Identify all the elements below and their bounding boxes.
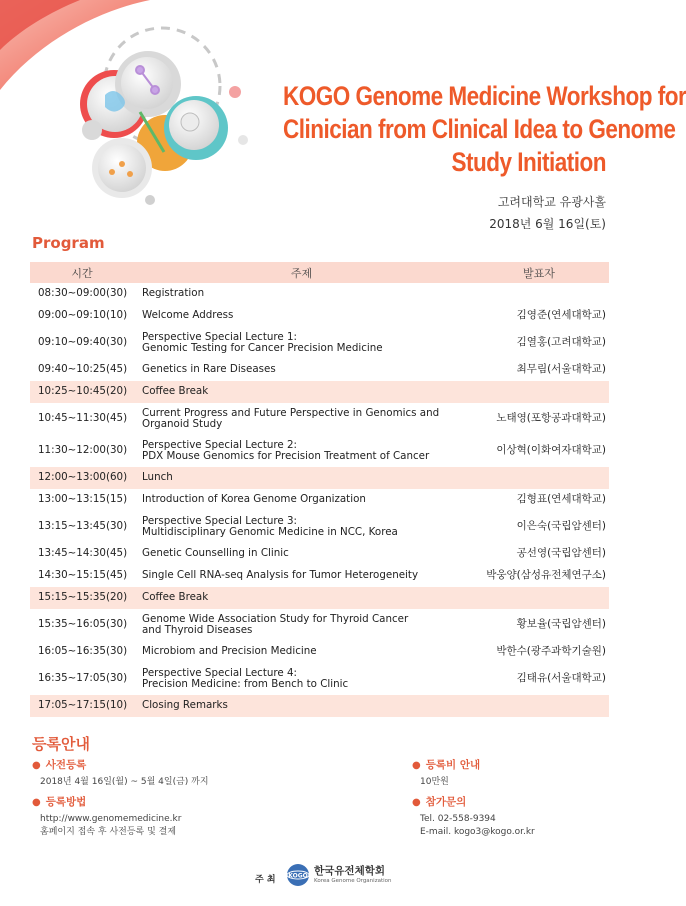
bullet-icon: ●: [32, 797, 41, 808]
title-block: [226, 80, 686, 234]
session-speaker: 김영준(연세대학교): [516, 309, 606, 322]
session-topic: [142, 440, 484, 463]
host-label: 주 최: [255, 875, 276, 885]
session-speaker: 황보율(국립암센터): [516, 618, 606, 631]
session-topic-line: PDX Mouse Genomics for Precision Treatment of Cancer: [142, 450, 430, 462]
program-heading: Program: [32, 234, 105, 252]
session-topic: [142, 364, 484, 376]
workshop-title-line-3: Study Initiation: [451, 147, 606, 177]
session-topic: [142, 614, 484, 637]
fee-title: 등록비 안내: [425, 759, 481, 771]
pre-registration-period: 2018년 4월 16일(월) ~ 5월 4일(금) 까지: [40, 777, 209, 787]
session-topic-line: Introduction of Korea Genome Organization: [142, 493, 366, 506]
schedule-row: [30, 641, 609, 663]
session-topic-line: Genomic Testing for Cancer Precision Medicine: [142, 342, 383, 354]
session-topic: [142, 408, 484, 431]
schedule-row: [30, 467, 609, 489]
session-topic: [142, 332, 484, 355]
session-time: 17:05~17:15(10): [38, 699, 128, 712]
registration-method-info: [32, 796, 181, 839]
schedule-header-row: [30, 262, 609, 283]
column-header-topic: 주제: [290, 266, 313, 280]
session-time: 09:10~09:40(30): [38, 336, 128, 349]
schedule-row: [30, 327, 609, 359]
session-time: 10:25~10:45(20): [38, 385, 128, 398]
session-time: 14:30~15:15(45): [38, 569, 128, 582]
schedule-row: [30, 695, 609, 717]
session-speaker: 박한수(광주과학기술원): [496, 645, 606, 658]
workshop-title-line-2: Clinician from Clinical Idea to Genome: [283, 114, 676, 144]
session-topic-line: Closing Remarks: [142, 699, 228, 712]
session-topic: [142, 386, 484, 398]
session-time: 15:15~15:35(20): [38, 591, 128, 604]
column-header-speaker: 발표자: [523, 266, 555, 280]
pre-registration-info: [32, 759, 209, 789]
session-time: 09:40~10:25(45): [38, 363, 128, 376]
session-topic: [142, 668, 484, 691]
schedule-row: [30, 381, 609, 403]
bullet-icon: ●: [32, 760, 41, 771]
session-time: 08:30~09:00(30): [38, 287, 128, 300]
session-time: 15:35~16:05(30): [38, 618, 128, 631]
registration-method-title: 등록방법: [45, 796, 87, 808]
schedule-row: [30, 609, 609, 641]
workshop-title-line-1: KOGO Genome Medicine Workshop for: [283, 81, 686, 111]
pre-registration-title: 사전등록: [45, 759, 87, 771]
session-topic: [142, 548, 484, 560]
session-topic: [142, 310, 484, 322]
session-topic: [142, 516, 484, 539]
session-topic-line: Coffee Break: [142, 591, 209, 604]
schedule-table: [30, 262, 609, 717]
schedule-row: [30, 435, 609, 467]
bullet-icon: ●: [412, 760, 421, 771]
session-topic-line: Perspective Special Lecture 4:: [142, 666, 298, 679]
schedule-row: [30, 359, 609, 381]
registration-method-text: 홈페이지 접속 후 사전등록 및 결제: [40, 827, 177, 837]
session-topic-line: Perspective Special Lecture 3:: [142, 514, 298, 527]
session-speaker: 김열홍(고려대학교): [516, 336, 606, 349]
registration-heading: 등록안내: [32, 735, 90, 753]
session-speaker: 김형표(연세대학교): [516, 493, 606, 506]
session-topic-line: Genetic Counselling in Clinic: [142, 547, 289, 560]
contact-info: [412, 796, 535, 839]
schedule-row: [30, 489, 609, 511]
schedule-row: [30, 543, 609, 565]
session-time: 12:00~13:00(60): [38, 471, 128, 484]
session-topic: [142, 700, 484, 712]
session-speaker: 이은숙(국립암센터): [516, 520, 606, 533]
session-topic-line: Welcome Address: [142, 309, 234, 322]
contact-email[interactable]: E-mail. kogo3@kogo.or.kr: [420, 827, 535, 837]
session-time: 13:15~13:45(30): [38, 520, 128, 533]
session-speaker: 김태유(서울대학교): [516, 672, 606, 685]
schedule-row: [30, 283, 609, 305]
session-time: 16:05~16:35(30): [38, 645, 128, 658]
logo-text: KOGO: [288, 872, 308, 880]
registration-url[interactable]: http://www.genomemedicine.kr: [40, 814, 182, 824]
session-speaker: 최무림(서울대학교): [516, 363, 606, 376]
session-topic-line: Single Cell RNA-seq Analysis for Tumor Heterogeneity: [142, 569, 419, 582]
organizer-name-en: Korea Genome Organization: [314, 878, 392, 884]
schedule-rows: [30, 283, 609, 717]
schedule-row: [30, 305, 609, 327]
session-topic: [142, 570, 484, 582]
session-time: 09:00~09:10(10): [38, 309, 128, 322]
schedule-row: [30, 511, 609, 543]
session-time: 10:45~11:30(45): [38, 412, 128, 425]
session-topic-line: Multidisciplinary Genomic Medicine in NCC, Korea: [142, 526, 398, 538]
session-topic: [142, 288, 484, 300]
session-topic-line: Genetics in Rare Diseases: [142, 363, 276, 376]
organizer-name-ko: 한국유전체학회: [314, 865, 386, 877]
session-topic-line: Coffee Break: [142, 385, 209, 398]
organizer-logo: [286, 863, 392, 887]
bullet-icon: ●: [412, 797, 421, 808]
session-time: 13:00~13:15(15): [38, 493, 128, 506]
session-speaker: 공선영(국립암센터): [516, 547, 606, 560]
session-topic: [142, 494, 484, 506]
session-time: 11:30~12:00(30): [38, 444, 128, 457]
session-topic-line: Lunch: [142, 471, 173, 484]
session-topic-line: Current Progress and Future Perspective in Genomics and: [142, 406, 440, 419]
schedule-row: [30, 587, 609, 609]
session-time: 16:35~17:05(30): [38, 672, 128, 685]
session-topic-line: Microbiom and Precision Medicine: [142, 645, 317, 658]
venue: 고려대학교 유광사홀: [497, 195, 606, 209]
session-topic-line: Genome Wide Association Study for Thyroid Cancer: [142, 612, 409, 625]
session-topic: [142, 646, 484, 658]
session-topic-line: Registration: [142, 287, 205, 300]
fee-info: [412, 759, 480, 789]
session-time: 13:45~14:30(45): [38, 547, 128, 560]
schedule-row: [30, 565, 609, 587]
schedule-row: [30, 403, 609, 435]
session-topic: [142, 472, 484, 484]
session-topic-line: and Thyroid Diseases: [142, 624, 253, 636]
contact-title: 참가문의: [425, 796, 467, 808]
session-speaker: 박웅양(삼성유전체연구소): [486, 569, 606, 582]
session-speaker: 노태영(포항공과대학교): [496, 412, 606, 425]
session-topic: [142, 592, 484, 604]
column-header-time: 시간: [71, 266, 93, 280]
kogo-logo-icon: [286, 863, 310, 887]
contact-phone: Tel. 02-558-9394: [420, 814, 496, 824]
session-speaker: 이상혁(이화여자대학교): [496, 444, 606, 457]
session-topic-line: Perspective Special Lecture 2:: [142, 438, 298, 451]
session-topic-line: Precision Medicine: from Bench to Clinic: [142, 678, 349, 690]
fee-amount: 10만원: [420, 777, 449, 787]
schedule-row: [30, 663, 609, 695]
session-topic-line: Organoid Study: [142, 418, 223, 430]
event-date: 2018년 6월 16일(토): [489, 217, 606, 231]
session-topic-line: Perspective Special Lecture 1:: [142, 330, 298, 343]
